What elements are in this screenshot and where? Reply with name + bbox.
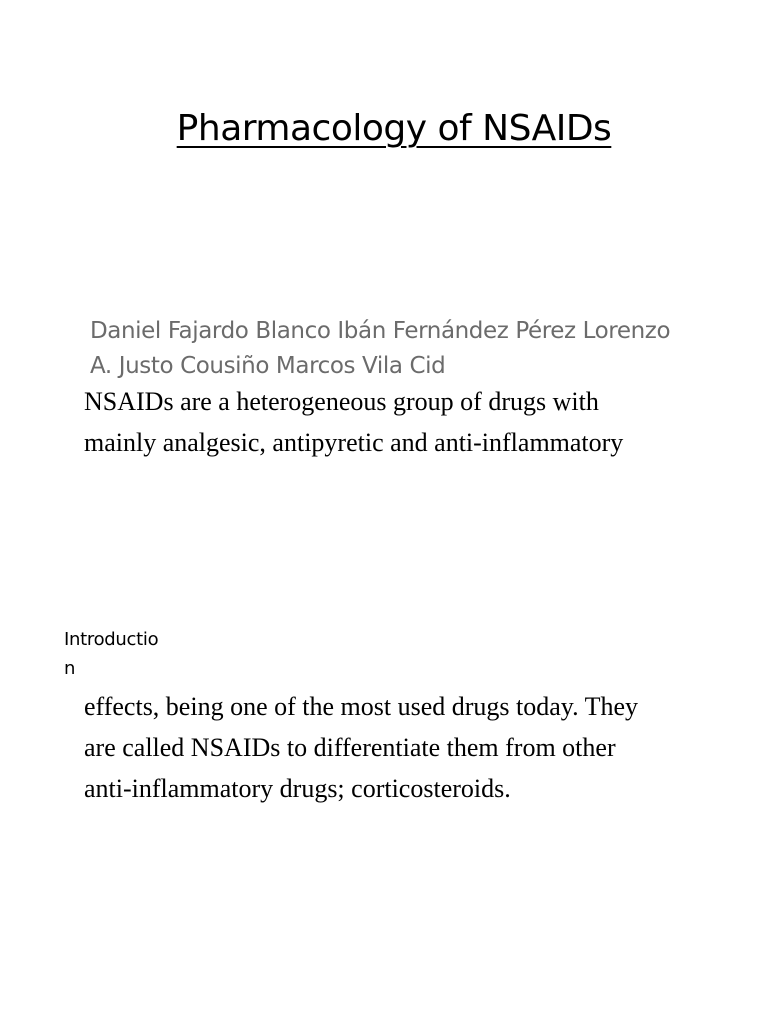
paragraph-line: effects, being one of the most used drugs today. They — [84, 692, 639, 721]
section-heading-line: n — [64, 658, 76, 679]
paragraph-line: mainly analgesic, antipyretic and anti-inflammatory — [84, 428, 624, 457]
paragraph-line: anti-inflammatory drugs; corticosteroids. — [84, 774, 511, 803]
intro-paragraph — [84, 381, 744, 463]
continuation-paragraph — [84, 686, 744, 809]
paragraph-line: are called NSAIDs to differentiate them from other — [84, 733, 616, 762]
author-line: A. Justo Cousiño Marcos Vila Cid — [90, 353, 446, 379]
paragraph-line: NSAIDs are a heterogeneous group of drugs with — [84, 387, 599, 416]
author-line: Daniel Fajardo Blanco Ibán Fernández Pérez Lorenzo — [90, 318, 671, 344]
page-title: Pharmacology of NSAIDs — [176, 108, 612, 149]
section-heading-introduction — [64, 625, 184, 683]
author-list — [90, 314, 740, 384]
section-heading-line: Introductio — [64, 629, 159, 650]
